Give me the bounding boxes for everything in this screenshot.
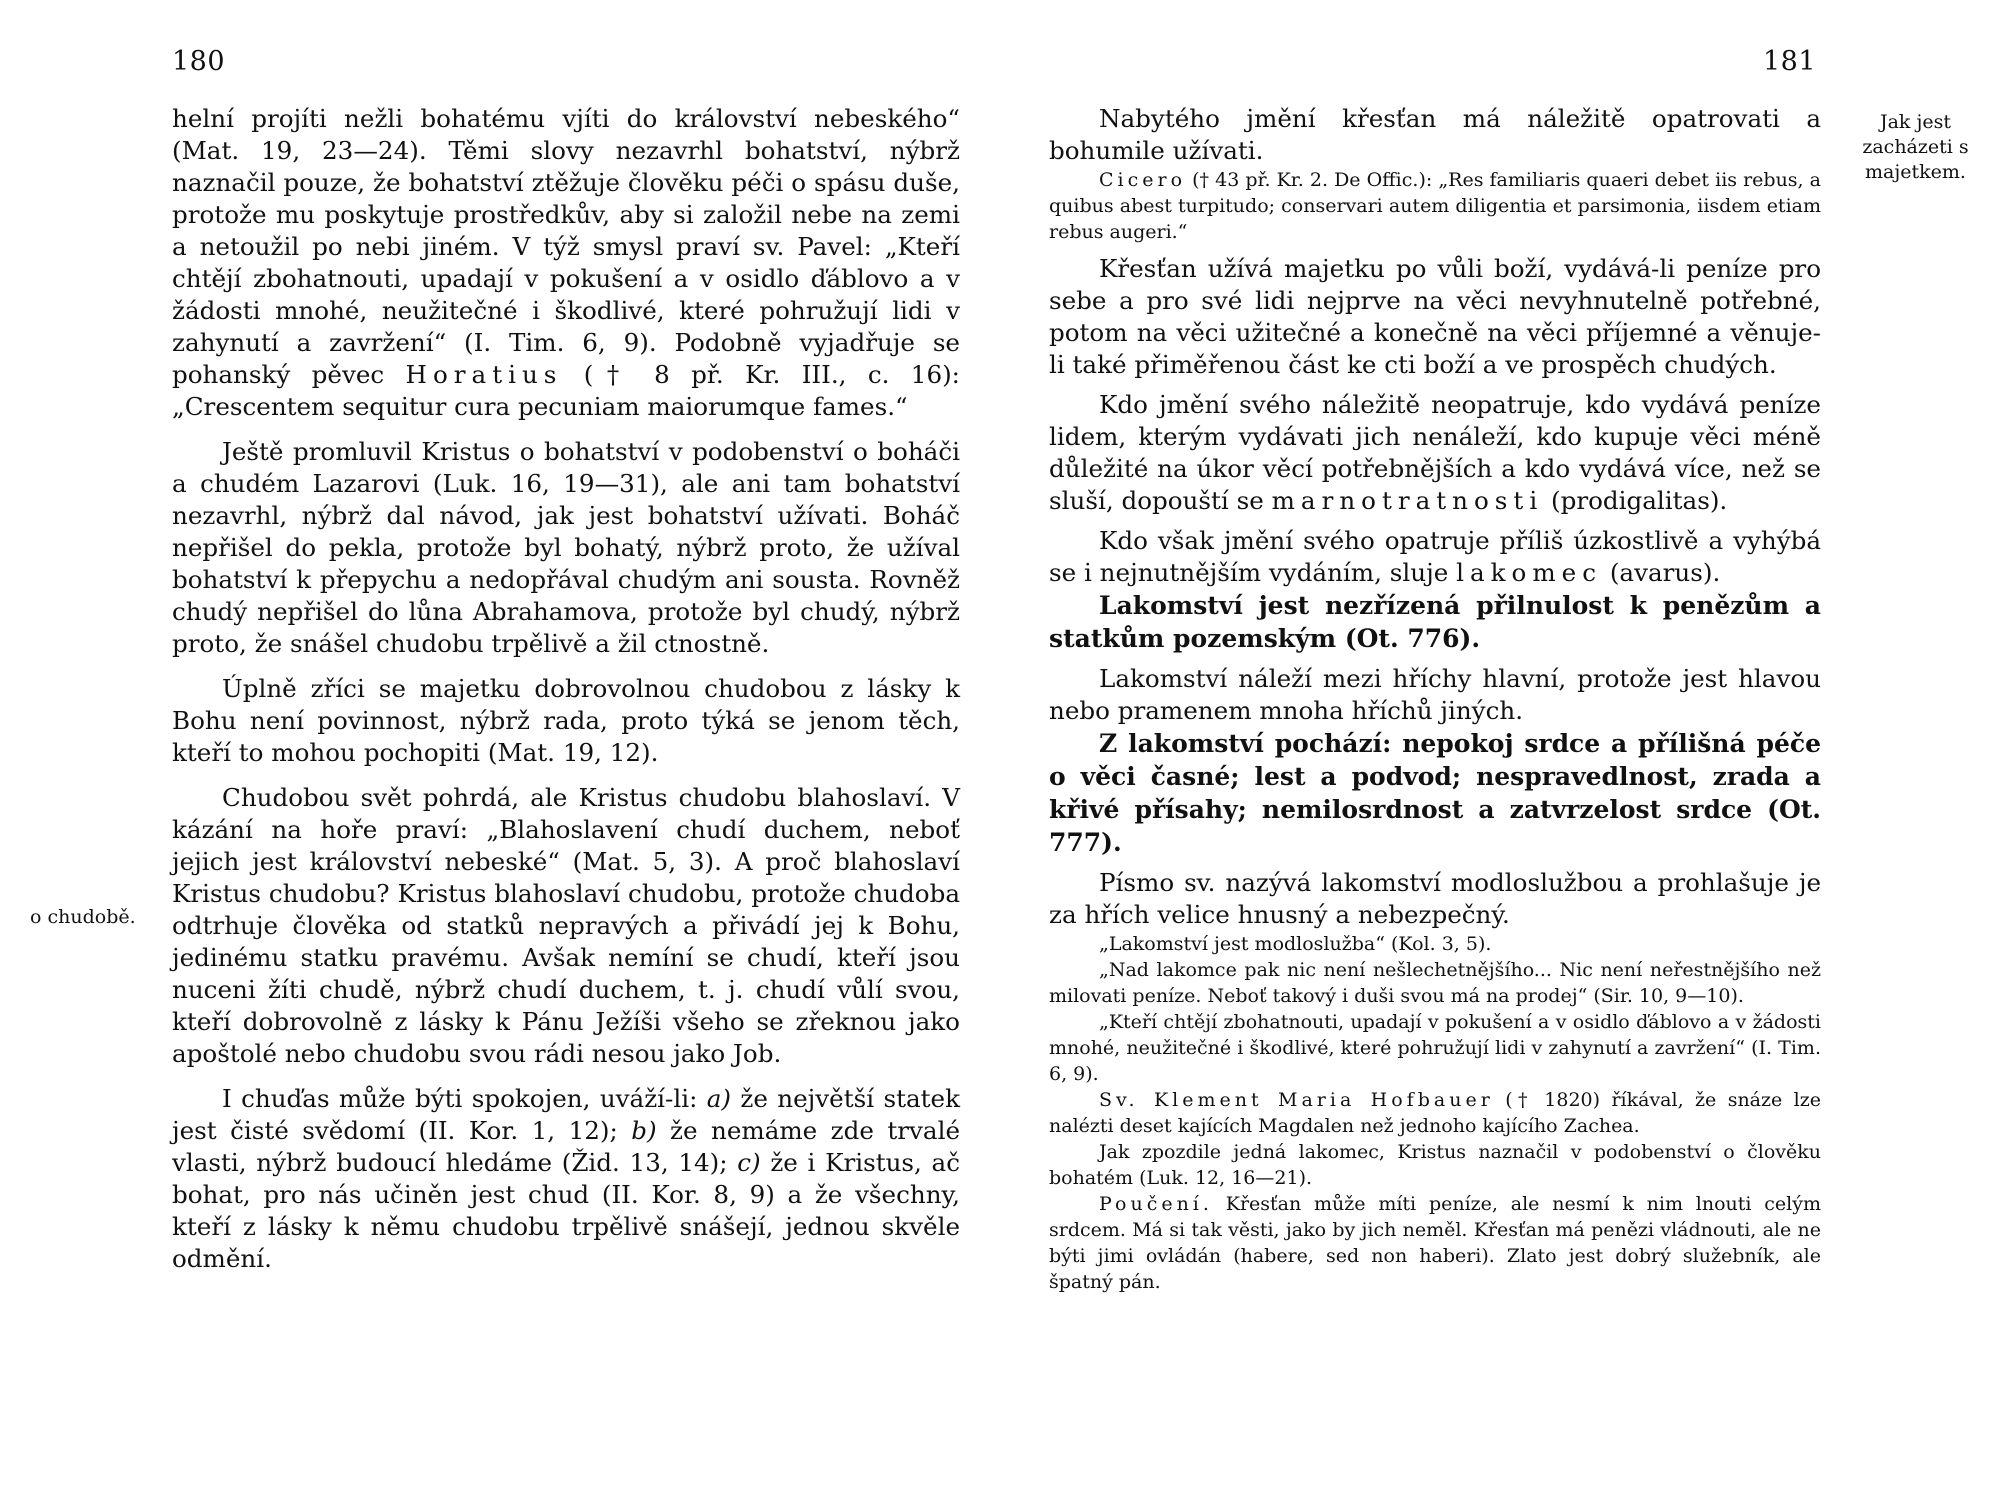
page-number: 180	[172, 46, 226, 77]
paragraph-waste	[1049, 389, 1821, 517]
paragraph-riches-text: helní projíti nežli bohatému vjíti do království nebeského“ (Mat. 19, 23—24). Těmi slovy nezavrhl bohatství, nýbrž naznačil pouze, že bohatství ztěžuje člověku péči o spásu duše, protože mu poskytuje prostředkův, aby si založil nebe na zemi a netoužil po nebi jiném. V týž smysl praví sv. Pavel: „Kteří chtějí zbohatnouti, upadají v pokušení a v osidlo ďáblovo a v žádosti mnohé, neužitečné i škodlivé, které pohružují lidi v zahynutí a zavržení“ (I. Tim. 6, 9). Podobně vyjadřuje se pohanský pěvec	[172, 104, 960, 389]
miser-latin: (avarus).	[1609, 558, 1721, 587]
term-miser: lakomec	[1456, 558, 1602, 587]
paragraph-miser	[1049, 525, 1821, 589]
margin-note-property: Jak jest zacházeti s majetkem.	[1862, 111, 1969, 183]
contentment-a: že největší statek jest čisté svědomí (II. Kor. 1, 12);	[172, 1084, 960, 1145]
klement-name: Sv. Klement Maria Hofbauer	[1099, 1089, 1494, 1111]
parable-rich-man: Jak zpozdile jedná lakomec, Kristus naznačil v podobenství o člověku bohatém (Luk. 12, 16—21).	[1049, 1141, 1821, 1189]
cicero-text: († 43 př. Kr. 2. De Offic.): „Res familiaris quaeri debet iis rebus, a quibus abest turpitudo; conservari autem diligentia et parsimonia, iisdem etiam rebus augeri.“	[1049, 169, 1821, 243]
right-text-column	[1049, 103, 1821, 1295]
consequences-avarice: Z lakomství pochází: nepokoj srdce a přílišná péče o věci časné; lest a podvod; nespravedlnost, zrada a křivé přísahy; nemilosrdnost a zatvrzelost srdce (Ot. 777).	[1049, 729, 1821, 857]
klement-text: († 1820) říkával, že snáze lze nalézti deset kajících Magdalen než jednoho kajícího Zachea.	[1049, 1089, 1821, 1137]
paragraph-use: Křesťan užívá majetku po vůli boží, vydává-li peníze pro sebe a pro své lidi nejprve na věci nevyhnutelně potřebné, potom na věci užitečné a konečně na věci příjemné a věnuje-li také přiměřenou část ke cti boží a ve prospěch chudých.	[1049, 254, 1821, 379]
miser-text: Kdo však jmění svého opatruje příliš úzkostlivě a vyhýbá se i nejnutnějším vydáním, sluje	[1049, 526, 1821, 587]
quote-colossians: „Lakomství jest modloslužba“ (Kol. 3, 5).	[1099, 933, 1492, 955]
cicero-name: Cicero	[1099, 169, 1187, 191]
term-prodigality: marnotratnosti	[1271, 486, 1544, 515]
paragraph-riches	[172, 103, 960, 423]
paragraph-contentment	[172, 1083, 960, 1275]
paragraph-scripture: Písmo sv. nazývá lakomství modloslužbou a prohlašuje je za hřích velice hnusný a nebezpečný.	[1049, 868, 1821, 929]
contentment-b: že nemáme zde trvalé vlasti, nýbrž budoucí hledáme (Žid. 13, 14);	[172, 1116, 960, 1177]
cicero-quote	[1049, 167, 1821, 245]
waste-latin: (prodigalitas).	[1551, 486, 1728, 515]
waste-text: Kdo jmění svého náležitě neopatruje, kdo vydává peníze lidem, kterým vydávati jich nenáleží, kdo kupuje věci méně důležité na úkor věcí potřebnějších a kdo vydává více, než se sluší, dopouští se	[1049, 390, 1821, 515]
left-text-column	[172, 103, 960, 1275]
paragraph-capital-sin: Lakomství náleží mezi hříchy hlavní, protože jest hlavou nebo pramenem mnoha hříchů jiných.	[1049, 664, 1821, 725]
lesson	[1049, 1191, 1821, 1295]
paragraph-blessed-poverty: Chudobou svět pohrdá, ale Kristus chudobu blahoslaví. V kázání na hoře praví: „Blahoslavení chudí duchem, neboť jejich jest království nebeské“ (Mat. 5, 3). A proč blahoslaví Kristus chudobu? Kristus blahoslaví chudobu, protože chudoba odtrhuje člověka od statků nepravých a přivádí jej k Bohu, jedinému statku pravému. Avšak nemíní se chudí, kteří jsou nuceni žíti chudě, nýbrž chudí duchem, t. j. chudí vůlí svou, kteří dobrovolně z lásky k Pánu Ježíši všeho se zřeknou jako apoštolé nebo chudobu svou rádi nesou jako Job.	[172, 783, 960, 1068]
klement-anecdote	[1049, 1087, 1821, 1139]
enum-b: b)	[631, 1116, 657, 1145]
quote-sirach: „Nad lakomce pak nic není nešlechetnějšího... Nic není neřestnějšího než milovati peníze. Neboť takový i duši svou má na prodej“ (Sir. 10, 9—10).	[1049, 959, 1821, 1007]
enum-c: c)	[737, 1148, 761, 1177]
lesson-label: Poučení.	[1099, 1193, 1213, 1215]
right-page	[996, 0, 1992, 1500]
contentment-c: že i Kristus, ač bohat, pro nás učiněn jest chud (II. Kor. 8, 9) a že všechny, kteří z lásky k němu chudobu trpělivě snášejí, jednou skvěle odmění.	[172, 1148, 960, 1273]
page-number: 181	[1763, 46, 1817, 77]
paragraph-intro: Nabytého jmění křesťan má náležitě opatrovati a bohumile užívati.	[1049, 104, 1821, 165]
paragraph-lazarus: Ještě promluvil Kristus o bohatství v podobenství o boháči a chudém Lazarovi (Luk. 16, 19—31), ale ani tam bohatství nezavrhl, nýbrž dal návod, jak jest bohatství užívati. Boháč nepřišel do pekla, protože byl bohatý, nýbrž proto, že užíval bohatství k přepychu a nedopřával chudým ani sousta. Rovněž chudý nepřišel do lůna Abrahamova, protože byl chudý, nýbrž proto, že snášel chudobu trpělivě a žil ctnostně.	[172, 437, 960, 658]
contentment-intro: I chuďas může býti spokojen, uváží-li:	[222, 1084, 698, 1113]
paragraph-voluntary-poverty: Úplně zříci se majetku dobrovolnou chudobou z lásky k Bohu není povinnost, nýbrž rada, proto týká se jenom těch, kteří to mohou pochopiti (Mat. 19, 12).	[172, 674, 960, 767]
definition-avarice: Lakomství jest nezřízená přilnulost k penězům a statkům pozemským (Ot. 776).	[1049, 591, 1821, 653]
quote-timothy: „Kteří chtějí zbohatnouti, upadají v pokušení a v osidlo ďáblovo a v žádosti mnohé, neužitečné i škodlivé, které pohružují lidi v zahynutí a zavržení“ (I. Tim. 6, 9).	[1049, 1011, 1821, 1085]
lesson-text: Křesťan může míti peníze, ale nesmí k nim lnouti celým srdcem. Má si tak věsti, jako by jich neměl. Křesťan má penězi vládnouti, ale ne býti jimi ovládán (habere, sed non haberi). Zlato jest dobrý služebník, ale špatný pán.	[1049, 1193, 1821, 1293]
horatius-name: Horatius	[405, 360, 563, 389]
margin-note-poverty: o chudobě.	[30, 906, 136, 928]
enum-a: a)	[706, 1084, 732, 1113]
horatius-quote: († 8 př. Kr. III., c. 16): „Crescentem sequitur cura pecuniam maiorumque fames.“	[172, 360, 960, 421]
